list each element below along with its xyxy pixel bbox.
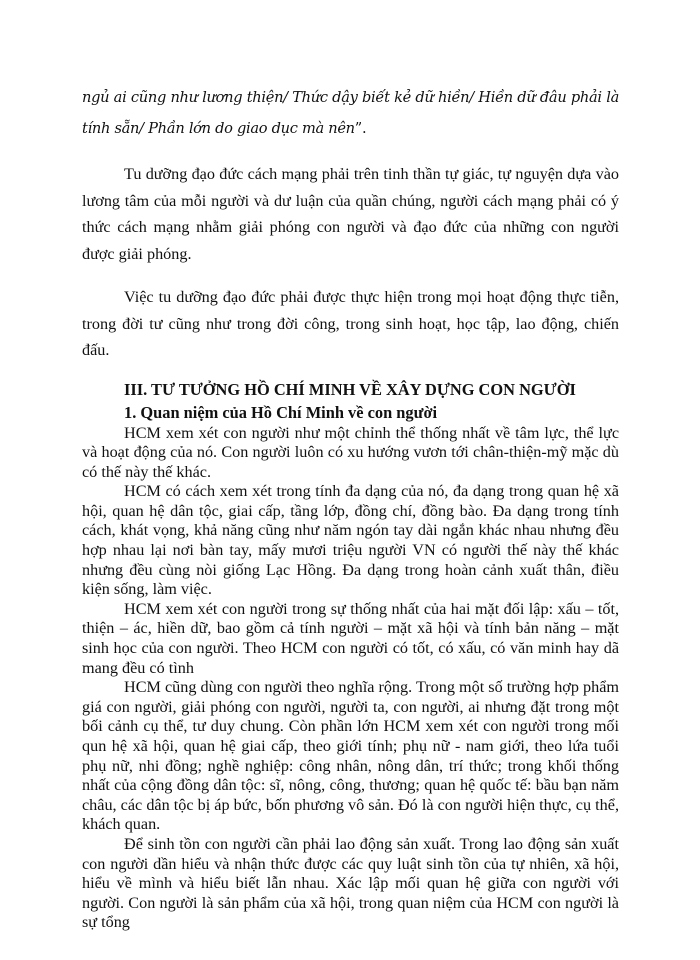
document-page xyxy=(82,82,619,933)
section-heading: III. TƯ TƯỞNG HỒ CHÍ MINH VỀ XÂY DỰNG CON NGƯỜI xyxy=(124,379,576,399)
paragraph-opposites: HCM xem xét con người trong sự thống nhất của hai mặt đối lập: xấu – tốt, thiện – ác, hiền dữ, bao gồm cả tính người – mặt xã hội và tính bản năng – mặt sinh học của con người. Theo HCM con người có tốt, có xấu, có văn minh hay dã mang đều có tình xyxy=(82,599,619,677)
spacer xyxy=(82,144,619,161)
paragraph-holistic-view: HCM xem xét con người như một chỉnh thể thống nhất về tâm lực, thể lực và hoạt động của nó. Con người luôn có xu hướng vươn tới chân-thiện-mỹ mặc dù có thế này thế khác. xyxy=(82,423,619,481)
spacer xyxy=(82,267,619,284)
paragraph-self-cultivation: Tu dưỡng đạo đức cách mạng phải trên tinh thần tự giác, tự nguyện dựa vào lương tâm của mỗi người và dư luận của quần chúng, người cách mạng phải có ý thức cách mạng nhằm giải phóng con người và đạo đức của những con người được giải phóng. xyxy=(82,165,619,263)
paragraph-labor: Để sinh tồn con người cần phải lao động sản xuất. Trong lao động sản xuất con người dần hiểu và nhận thức được các quy luật sinh tồn của tự nhiên, xã hội, hiểu về mình và hiểu biết lẫn nhau. Xác lập mối quan hệ giữa con người với người. Con người là sản phẩm của xã hội, trong quan niệm của HCM con người là sự tổng xyxy=(82,834,619,932)
spacer xyxy=(82,364,619,378)
paragraph-broad-sense: HCM cũng dùng con người theo nghĩa rộng. Trong một số trường hợp phẩm giá con người, giải phóng con người, người ta, con người, ai nhưng đặt trong một bối cảnh cụ thể, tư duy chung. Còn phần lớn HCM xem xét con người trong mối qun hệ xã hội, quan hệ giai cấp, theo giới tính; phụ nữ - nam giới, theo lứa tuổi phụ nữ, nhi đồng; nghề nghiệp: công nhân, nông dân, trí thức; trong khối thống nhất của cộng đồng dân tộc: sĩ, nông, công, thương; quan hệ quốc tế: bầu bạn năm châu, các dân tộc bị áp bức, bốn phương vô sản. Đó là con người hiện thực, cụ thể, khách quan. xyxy=(82,678,619,834)
quote-continuation xyxy=(82,82,619,144)
paragraph-practice: Việc tu dưỡng đạo đức phải được thực hiện trong mọi hoạt động thực tiễn, trong đời tư cũng như trong đời công, trong sinh hoạt, học tập, lao động, chiến đấu. xyxy=(82,288,619,359)
paragraph-diversity: HCM có cách xem xét trong tính đa dạng của nó, đa dạng trong quan hệ xã hội, quan hệ dân tộc, giai cấp, tầng lớp, đồng chí, đồng bào. Đa dạng trong tính cách, khát vọng, khả năng cũng như năm ngón tay dài ngắn khác nhau nhưng đều hợp nhau lại nơi bàn tay, mấy mươi triệu người VN có người thế này thế khác nhưng đều cùng nòi giống Lạc Hồng. Đa dạng trong hoàn cảnh xuất thân, điều kiện sống, làm việc. xyxy=(82,482,619,599)
quote-closing: ”. xyxy=(354,120,367,137)
subsection-heading: 1. Quan niệm của Hồ Chí Minh về con người xyxy=(124,402,438,422)
quote-text: ngủ ai cũng như lương thiện/ Thức dậy biết kẻ dữ hiền/ Hiền dữ đâu phải là tính sẵn/ Phần lớn do giao dục mà nên xyxy=(82,89,619,137)
